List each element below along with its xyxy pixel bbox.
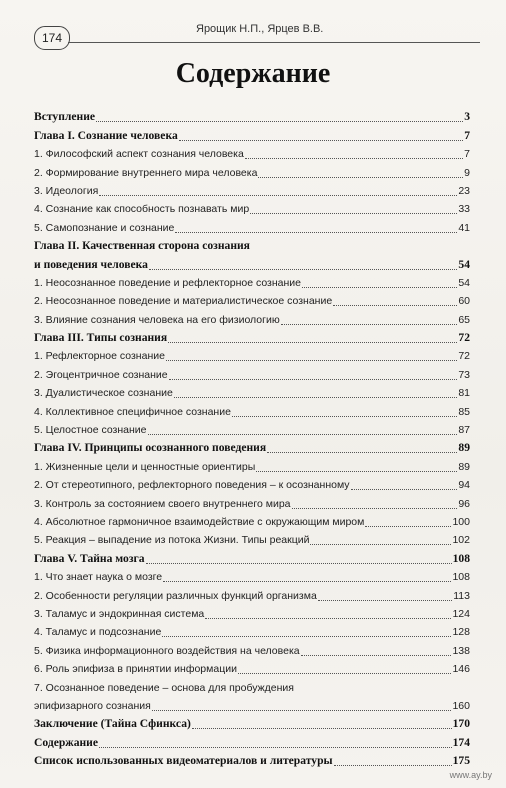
table-of-contents	[34, 108, 470, 770]
toc-entry-title: 7. Осознанное поведение – основа для пробуждения	[34, 681, 294, 694]
toc-entry-row	[34, 513, 470, 531]
toc-heading-row	[34, 439, 470, 457]
dot-leader	[163, 570, 451, 582]
dot-leader	[292, 497, 458, 509]
dot-leader	[148, 423, 458, 435]
toc-page-number: 81	[458, 387, 470, 400]
dot-leader	[310, 533, 451, 545]
toc-entry-title: 1. Что знает наука о мозге	[34, 571, 163, 584]
toc-entry-row	[34, 660, 470, 678]
dot-leader	[192, 717, 452, 729]
dot-leader	[365, 515, 451, 527]
toc-entry-row	[34, 476, 470, 494]
toc-page-number: 96	[458, 497, 470, 510]
dot-leader	[334, 754, 452, 766]
toc-entry-row	[34, 218, 470, 236]
header-rule	[68, 42, 480, 43]
toc-entry-row	[34, 586, 470, 604]
toc-entry-title: 3. Таламус и эндокринная система	[34, 607, 205, 620]
toc-page-number: 124	[452, 607, 470, 620]
toc-entry-row	[34, 531, 470, 549]
toc-page-number: 41	[458, 221, 470, 234]
dot-leader	[99, 736, 452, 748]
toc-entry-title: 4. Таламус и подсознание	[34, 626, 162, 639]
dot-leader	[281, 313, 458, 325]
running-head: Ярощик Н.П., Ярцев В.В.	[196, 23, 324, 35]
toc-page-number: 89	[458, 441, 470, 455]
toc-entry-title: 2. Особенности регуляции различных функций организма	[34, 589, 317, 602]
dot-leader	[245, 147, 463, 159]
toc-entry-row	[34, 421, 470, 439]
toc-page-number: 170	[452, 717, 470, 731]
toc-page-number: 102	[452, 534, 470, 547]
toc-page-number: 72	[458, 331, 470, 345]
toc-entry-title: 4. Сознание как способность познавать мир	[34, 203, 250, 216]
dot-leader	[250, 202, 457, 214]
toc-entry-title: Глава V. Тайна мозга	[34, 551, 145, 565]
toc-entry-title: Вступление	[34, 110, 96, 124]
toc-entry-title: 1. Философский аспект сознания человека	[34, 148, 244, 161]
toc-page-number: 174	[452, 735, 470, 749]
toc-entry-title: 5. Физика информационного воздействия на человека	[34, 644, 300, 657]
toc-entry-title: 1. Рефлекторное сознание	[34, 350, 165, 363]
toc-page-number: 7	[464, 148, 470, 161]
dot-leader	[179, 129, 463, 141]
toc-entry-row	[34, 678, 470, 696]
toc-entry-title: 2. От стереотипного, рефлекторного поведения – к осознанному	[34, 479, 350, 492]
toc-page-number: 9	[464, 166, 470, 179]
toc-entry-row	[34, 605, 470, 623]
dot-leader	[333, 294, 457, 306]
toc-entry-row	[34, 402, 470, 420]
toc-heading-row	[34, 752, 470, 770]
toc-page-number: 108	[452, 551, 470, 565]
toc-page-number: 100	[452, 515, 470, 528]
dot-leader	[174, 386, 457, 398]
dot-leader	[146, 552, 452, 564]
toc-page-number: 33	[458, 203, 470, 216]
toc-page-number: 89	[458, 460, 470, 473]
dot-leader	[302, 276, 457, 288]
dot-leader	[301, 644, 452, 656]
page-title: Содержание	[175, 58, 331, 89]
watermark: www.ay.by	[449, 770, 492, 780]
toc-entry-title: 2. Эгоцентричное сознание	[34, 368, 168, 381]
toc-page-number: 87	[458, 424, 470, 437]
toc-page-number: 108	[452, 571, 470, 584]
toc-entry-row	[34, 365, 470, 383]
toc-page-number: 23	[458, 184, 470, 197]
toc-page-number: 138	[452, 644, 470, 657]
toc-entry-row	[34, 274, 470, 292]
toc-page-number: 54	[458, 276, 470, 289]
toc-entry-row	[34, 200, 470, 218]
toc-entry-row	[34, 145, 470, 163]
dot-leader	[96, 110, 463, 122]
dot-leader	[168, 331, 457, 343]
dot-leader	[162, 625, 451, 637]
dot-leader	[267, 441, 457, 453]
toc-entry-row	[34, 182, 470, 200]
toc-page-number: 60	[458, 295, 470, 308]
dot-leader	[169, 368, 458, 380]
toc-page-number: 160	[452, 699, 470, 712]
page-number: 174	[34, 26, 70, 50]
toc-entry-title: 3. Влияние сознания человека на его физиологию	[34, 313, 280, 326]
toc-page-number: 7	[464, 128, 470, 142]
toc-page-number: 3	[464, 110, 470, 124]
toc-entry-title: Заключение (Тайна Сфинкса)	[34, 717, 191, 731]
toc-heading-row	[34, 108, 470, 126]
dot-leader	[256, 460, 457, 472]
toc-entry-row	[34, 163, 470, 181]
dot-leader	[318, 589, 452, 601]
toc-entry-row	[34, 641, 470, 659]
dot-leader	[99, 184, 457, 196]
toc-heading-row	[34, 126, 470, 144]
toc-entry-row	[34, 697, 470, 715]
dot-leader	[351, 478, 458, 490]
toc-entry-row	[34, 384, 470, 402]
toc-page-number: 85	[458, 405, 470, 418]
toc-entry-title: 3. Контроль за состоянием своего внутреннего мира	[34, 497, 291, 510]
toc-page-number: 73	[458, 368, 470, 381]
toc-entry-title: 1. Неосознанное поведение и рефлекторное сознание	[34, 276, 302, 289]
toc-heading-row	[34, 549, 470, 567]
toc-entry-title: 3. Дуалистическое сознание	[34, 387, 173, 400]
toc-entry-title: 4. Коллективное специфичное сознание	[34, 405, 231, 418]
toc-page-number: 72	[458, 350, 470, 363]
toc-entry-row	[34, 347, 470, 365]
dot-leader	[205, 607, 451, 619]
toc-entry-row	[34, 310, 470, 328]
toc-entry-title: Глава I. Сознание человека	[34, 128, 178, 142]
toc-page-number: 65	[458, 313, 470, 326]
toc-page-number: 94	[458, 479, 470, 492]
toc-page-number: 113	[453, 589, 470, 602]
toc-heading-row	[34, 329, 470, 347]
toc-heading-row	[34, 255, 470, 273]
toc-entry-title: Глава IV. Принципы осознанного поведения	[34, 441, 267, 455]
dot-leader	[152, 699, 452, 711]
toc-page-number: 175	[452, 754, 470, 768]
toc-entry-title: 5. Самопознание и сознание	[34, 221, 175, 234]
dot-leader	[175, 221, 457, 233]
toc-entry-row	[34, 568, 470, 586]
toc-entry-row	[34, 457, 470, 475]
toc-entry-title: 3. Идеология	[34, 184, 99, 197]
toc-entry-row	[34, 623, 470, 641]
dot-leader	[258, 166, 463, 178]
dot-leader	[149, 258, 457, 270]
toc-entry-title: 5. Реакция – выпадение из потока Жизни. Типы реакций	[34, 534, 310, 547]
dot-leader	[238, 662, 452, 674]
toc-heading-row	[34, 715, 470, 733]
dot-leader	[232, 405, 457, 417]
toc-entry-title: Содержание	[34, 735, 99, 749]
toc-entry-title: 4. Абсолютное гармоничное взаимодействие с окружающим миром	[34, 515, 365, 528]
toc-heading-row	[34, 733, 470, 751]
toc-heading-row	[34, 237, 470, 255]
toc-entry-title: Глава III. Типы сознания	[34, 331, 168, 345]
toc-entry-row	[34, 292, 470, 310]
toc-entry-title: эпифизарного сознания	[34, 699, 151, 712]
dot-leader	[166, 349, 457, 361]
toc-page-number: 128	[452, 626, 470, 639]
toc-entry-title: Глава II. Качественная сторона сознания	[34, 239, 250, 253]
toc-entry-title: 5. Целостное сознание	[34, 424, 147, 437]
toc-page-number: 146	[452, 663, 470, 676]
toc-entry-title: 2. Формирование внутреннего мира человека	[34, 166, 258, 179]
toc-entry-title: и поведения человека	[34, 257, 148, 271]
toc-entry-title: Список использованных видеоматериалов и литературы	[34, 754, 333, 768]
toc-entry-title: 1. Жизненные цели и ценностные ориентиры	[34, 460, 256, 473]
toc-entry-title: 6. Роль эпифиза в принятии информации	[34, 663, 237, 676]
toc-entry-title: 2. Неосознанное поведение и материалистическое сознание	[34, 295, 333, 308]
toc-page-number: 54	[458, 257, 470, 271]
toc-entry-row	[34, 494, 470, 512]
